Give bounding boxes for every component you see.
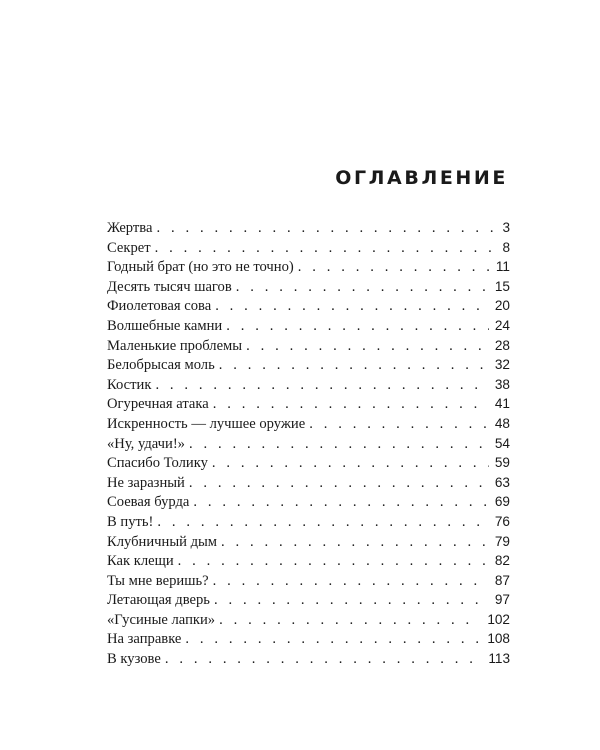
toc-entry-title: Не заразный bbox=[107, 474, 185, 491]
table-of-contents bbox=[107, 218, 510, 669]
toc-entry bbox=[107, 610, 510, 630]
toc-entry-title: Секрет bbox=[107, 239, 151, 256]
dot-leader bbox=[309, 415, 489, 435]
dot-leader bbox=[189, 435, 489, 455]
toc-entry-title: Как клещи bbox=[107, 553, 174, 570]
toc-entry-title: Ты мне веришь? bbox=[107, 572, 209, 589]
toc-entry-title: Жертва bbox=[107, 220, 153, 236]
toc-entry-title: В путь! bbox=[107, 513, 154, 530]
toc-entry bbox=[107, 473, 510, 493]
dot-leader bbox=[236, 278, 489, 298]
toc-entry-page-number: 102 bbox=[487, 611, 510, 627]
dot-leader bbox=[226, 317, 489, 337]
toc-entry-page-number: 54 bbox=[494, 435, 510, 451]
toc-entry bbox=[107, 394, 510, 414]
toc-entry bbox=[107, 532, 510, 552]
toc-entry-title: Фиолетовая сова bbox=[107, 298, 212, 315]
toc-entry-page-number: 48 bbox=[494, 415, 510, 431]
toc-entry bbox=[107, 629, 510, 649]
dot-leader bbox=[193, 493, 488, 513]
toc-entry-page-number: 76 bbox=[494, 513, 510, 529]
toc-entry-page-number: 69 bbox=[494, 494, 510, 510]
toc-entry-title: Летающая дверь bbox=[107, 592, 210, 609]
toc-entry-title: Десять тысяч шагов bbox=[107, 278, 232, 295]
toc-entry-title: На заправке bbox=[107, 631, 182, 648]
dot-leader bbox=[213, 395, 489, 415]
toc-entry bbox=[107, 434, 510, 454]
dot-leader bbox=[155, 376, 488, 396]
toc-entry-page-number: 24 bbox=[494, 317, 510, 333]
dot-leader bbox=[219, 611, 481, 631]
toc-entry-page-number: 28 bbox=[494, 337, 510, 353]
dot-leader bbox=[165, 650, 483, 670]
toc-entry-title: Огуречная атака bbox=[107, 396, 209, 413]
dot-leader bbox=[214, 591, 489, 611]
toc-entry-page-number: 87 bbox=[494, 572, 510, 588]
toc-entry-page-number: 113 bbox=[488, 651, 510, 667]
toc-entry-title: «Гусиные лапки» bbox=[107, 611, 216, 628]
toc-entry-title: «Ну, удачи!» bbox=[107, 435, 185, 452]
toc-entry bbox=[107, 316, 510, 336]
toc-entry bbox=[107, 257, 510, 277]
toc-entry bbox=[107, 218, 510, 238]
toc-entry-page-number: 108 bbox=[487, 631, 510, 647]
dot-leader bbox=[155, 239, 497, 259]
toc-entry-title: Годный брат (но это не точно) bbox=[107, 259, 294, 276]
toc-entry-page-number: 38 bbox=[494, 376, 510, 392]
toc-entry bbox=[107, 453, 510, 473]
toc-entry-page-number: 59 bbox=[494, 455, 510, 471]
dot-leader bbox=[178, 552, 489, 572]
dot-leader bbox=[157, 513, 488, 533]
dot-leader bbox=[156, 219, 496, 239]
toc-entry bbox=[107, 649, 510, 669]
toc-entry bbox=[107, 336, 510, 356]
toc-entry-title: Спасибо Толику bbox=[107, 455, 208, 472]
toc-entry-title: Белобрысая моль bbox=[107, 357, 215, 374]
toc-entry-title: Соевая бурда bbox=[107, 494, 190, 511]
dot-leader bbox=[212, 454, 489, 474]
toc-entry-title: Клубничный дым bbox=[107, 533, 218, 550]
toc-entry bbox=[107, 551, 510, 571]
toc-entry-title: Маленькие проблемы bbox=[107, 337, 243, 354]
toc-entry bbox=[107, 296, 510, 316]
toc-entry-page-number: 8 bbox=[502, 239, 510, 255]
dot-leader bbox=[189, 474, 489, 494]
dot-leader bbox=[213, 572, 489, 592]
dot-leader bbox=[185, 630, 481, 650]
dot-leader bbox=[219, 356, 489, 376]
toc-entry-page-number: 20 bbox=[494, 298, 510, 314]
dot-leader bbox=[215, 297, 489, 317]
toc-entry bbox=[107, 414, 510, 434]
page-title: ОГЛАВЛЕНИЕ bbox=[335, 167, 508, 189]
toc-entry-page-number: 32 bbox=[494, 357, 510, 373]
toc-entry-page-number: 41 bbox=[494, 396, 510, 412]
dot-leader bbox=[298, 258, 490, 278]
toc-entry bbox=[107, 512, 510, 532]
toc-entry-title: Искренность — лучшее оружие bbox=[107, 415, 306, 432]
toc-entry-page-number: 11 bbox=[495, 259, 510, 275]
toc-entry bbox=[107, 355, 510, 375]
toc-entry bbox=[107, 492, 510, 512]
toc-entry-page-number: 79 bbox=[494, 533, 510, 549]
toc-entry bbox=[107, 571, 510, 591]
toc-entry bbox=[107, 590, 510, 610]
toc-entry bbox=[107, 277, 510, 297]
toc-entry bbox=[107, 375, 510, 395]
toc-entry-page-number: 63 bbox=[494, 474, 510, 490]
dot-leader bbox=[221, 533, 489, 553]
toc-entry-title: Волшебные камни bbox=[107, 317, 223, 334]
toc-entry-page-number: 82 bbox=[494, 553, 510, 569]
toc-entry-page-number: 97 bbox=[494, 592, 510, 608]
dot-leader bbox=[246, 337, 489, 357]
toc-entry bbox=[107, 238, 510, 258]
toc-entry-title: Костик bbox=[107, 376, 152, 393]
toc-entry-title: В кузове bbox=[107, 651, 161, 668]
toc-entry-page-number: 15 bbox=[494, 278, 510, 294]
toc-entry-page-number: 3 bbox=[502, 220, 510, 235]
